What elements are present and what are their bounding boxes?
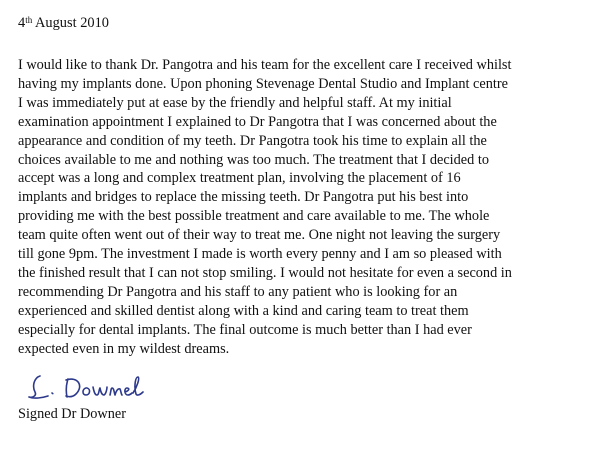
body-line: having my implants done. Upon phoning Stevenage Dental Studio and Implant centre xyxy=(18,75,508,92)
body-line: examination appointment I explained to Dr Pangotra that I was concerned about the xyxy=(18,113,497,130)
date-suffix: th xyxy=(25,15,33,25)
handwritten-signature xyxy=(26,372,156,402)
body-line: team quite often went out of their way to treat me. One night not leaving the surgery xyxy=(18,227,501,244)
body-line: till gone 9pm. The investment I made is worth every penny and I am so pleased with xyxy=(18,246,502,263)
body-line: providing me with the best possible treatment and care available to me. The whole xyxy=(18,208,490,225)
body-line: implants and bridges to replace the missing teeth. Dr Pangotra put his best into xyxy=(18,189,469,206)
date-rest: August 2010 xyxy=(32,15,109,31)
body-line: I was immediately put at ease by the friendly and helpful staff. At my initial xyxy=(18,94,452,111)
body-line: I would like to thank Dr. Pangotra and his team for the excellent care I received whilst xyxy=(18,57,512,73)
body-line: appearance and condition of my teeth. Dr Pangotra took his time to explain all the xyxy=(18,132,487,149)
body-line: recommending Dr Pangotra and his staff to any patient who is looking for an xyxy=(18,283,458,300)
letter-body xyxy=(18,56,592,359)
letter-date xyxy=(18,14,109,32)
body-line: accept was a long and complex treatment plan, involving the placement of 16 xyxy=(18,170,461,187)
signed-by: Signed Dr Downer xyxy=(18,406,127,422)
body-line: experienced and skilled dentist along with a kind and caring team to treat them xyxy=(18,302,469,319)
body-line: the finished result that I can not stop smiling. I would not hesitate for even a second in xyxy=(18,264,512,281)
body-line: expected even in my wildest dreams. xyxy=(18,340,230,357)
body-line: especially for dental implants. The final outcome is much better than I had ever xyxy=(18,321,472,338)
body-line: choices available to me and nothing was too much. The treatment that I decided to xyxy=(18,151,489,168)
date-day: 4 xyxy=(18,15,26,31)
letter xyxy=(18,0,592,449)
